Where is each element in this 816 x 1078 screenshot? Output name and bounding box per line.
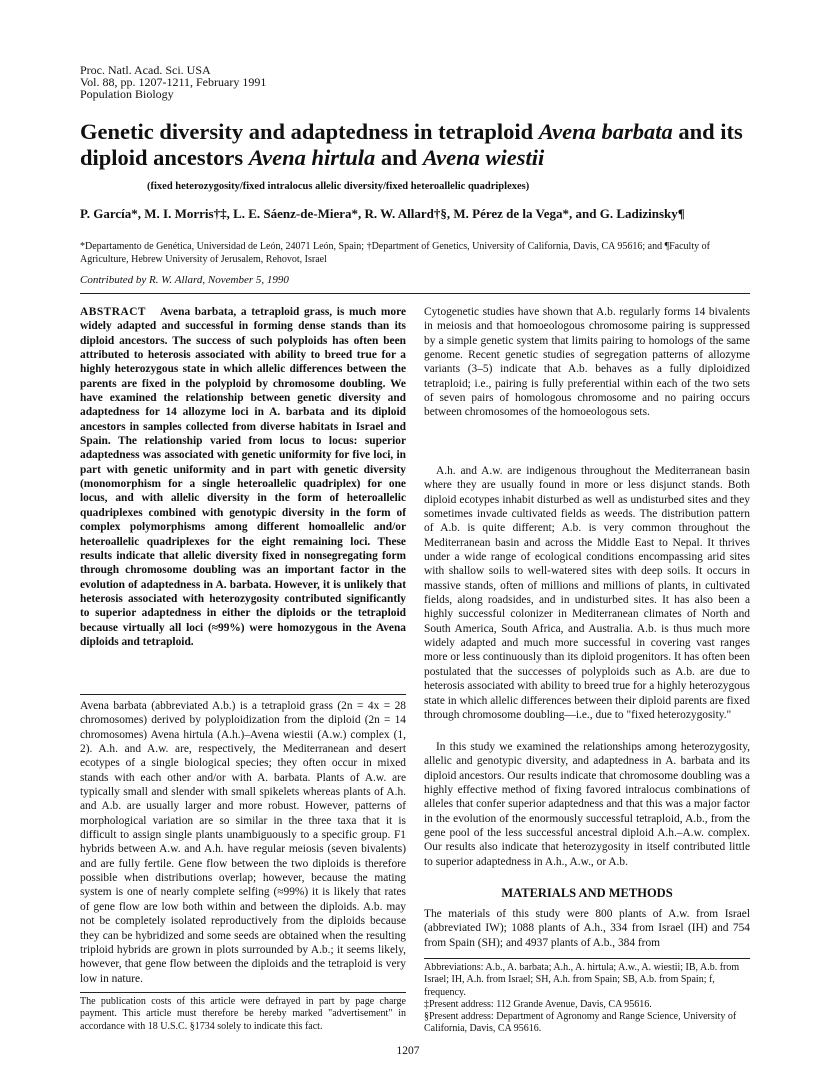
journal-name: Proc. Natl. Acad. Sci. USA (80, 63, 211, 77)
abbreviations-note: Abbreviations: A.b., A. barbata; A.h., A. hirtula; A.w., A. wiestii; IB, A.b. from Israel; IH, A.h. from Israel; SH, A.h. from Spain; SB, A.b. from Spain; f, frequency. (424, 962, 740, 998)
footnotes (424, 962, 750, 1036)
methods-paragraph: The materials of this study were 800 plants of A.w. from Israel (abbreviated IW); 1088 plants of A.h., 334 from Israel (IH) and 754 from Spain (SH); and 4937 plants of A.b., 384 from (424, 908, 750, 949)
authors: P. García*, M. I. Morris†‡, L. E. Sáenz-de-Miera*, R. W. Allard†§, M. Pérez de la Vega*, and G. Ladizinsky¶ (80, 206, 685, 221)
body-paragraph-2: A.h. and A.w. are indigenous throughout the Mediterranean basin where they are usually found in more or less disjunct stands. Both diploid ecotypes inhabit disturbed as well as undisturbed sites and they sometimes invade cultivated fields as weeds. The distribution pattern of A.b. is quite different; A.b. is very common throughout the Mediterranean basin and across the Middle East to Nepal. It thrives under a wide range of ecological conditions encompassing arid sites with shallow soils to well-watered sites with deep soils. It occurs in massive stands, often of millions and millions of plants, in cultivated fields, along roadsides, and in undisturbed sites. It has also been a highly successful colonizer in Mediterranean climates of North and South America, South Africa, and Australia. A.b. is thus much more widely adapted and much more successful in covering vast ranges more or less continuously than its diploid progenitors. It has often been postulated that the successes of polyploids such as A.b. are due to heterosis associated with ability to breed true for a highly heterozygous state in which allelic differences between their diploid parents are fixed through chromosome doubling—i.e., due to "fixed heterozygosity." (424, 465, 750, 721)
journal-volume: Vol. 88, pp. 1207-1211, February 1991 (80, 75, 267, 89)
keywords: (fixed heterozygosity/fixed intralocus allelic diversity/fixed heteroallelic quadriplexes) (147, 181, 530, 192)
header-rule (80, 293, 750, 294)
article-title: Genetic diversity and adaptedness in tetraploid Avena barbata and its diploid ancestors Avena hirtula and Avena wiestii (80, 119, 743, 170)
footnote-rule-left (80, 992, 406, 993)
abstract-text: Avena barbata, a tetraploid grass, is much more widely adapted and successful in forming dense stands than its diploid ancestors. The success of such polyploids has often been attributed to heterosis associated with ability to breed true for a highly heterozygous state in which allelic differences between the parents are fixed in the polyploid by chromosome doubling. We have examined the relationship between genetic diversity and adaptedness for 14 allozyme loci in A. barbata and its diploid ancestors in samples collected from diverse habitats in Israel and Spain. The relationship varied from locus to locus: superior adaptedness was associated with genetic uniformity for five loci, in part with genetic uniformity and in part with genetic diversity (monomorphism for a single heteroallelic quadriplex) for one locus, and with allelic diversity in the form of heteroallelic quadriplexes combined with genotypic diversity in the form of complex polymorphisms among different homoallelic and/or heteroallelic quadriplexes for the eight remaining loci. These results indicate that allelic diversity fixed in nonsegregating form through chromosome doubling was an important factor in the evolution of adaptedness in A. barbata. However, it is unlikely that heterosis associated with heterozygosity contributed significantly to superior adaptedness in either the diploids or the tetraploid because virtually all loci (≈99%) were homozygous in the Avena diploids and tetraploid. (80, 306, 406, 648)
abstract-label: ABSTRACT (80, 306, 147, 318)
present-address-1: ‡Present address: 112 Grande Avenue, Davis, CA 95616. (424, 998, 652, 1010)
journal-section: Population Biology (80, 87, 174, 101)
journal-header (80, 64, 266, 100)
abstract (80, 305, 406, 649)
intro-paragraph: Avena barbata (abbreviated A.b.) is a tetraploid grass (2n = 4x = 28 chromosomes) derived by polyploidization from the diploid (2n = 14 chromosomes) Avena hirtula (A.h.)–Avena wiestii (A.w.) complex (1, 2). A.h. and A.w. are, respectively, the Mediterranean and desert ecotypes of a single biological species; they often occur in mixed stands with each other and/or with A. barbata. Plants of A.w. are typically small and slender with small spikelets whereas plants of A.h. and A.b. are usually larger and more robust. However, patterns of morphological variation are so similar in the three taxa that it is difficult to assign single plants unambiguously to a specific group. F1 hybrids between A.w. and A.h. have regular meiosis (seven bivalents) and are fully fertile. Gene flow between the two diploids is therefore possible when distributions overlap; however, because the mating system is one of nearly complete selfing (≈99%) it is likely that rates of gene flow are low both within and between the diploids. A.b. may not be completely isolated reproductively from the diploids because they can be hybridized and some seeds are obtained when the resulting triploid hybrids are grown in plots surrounded by A.b.; it seems likely, however, that gene flow between the diploids and the tetraploid is very low in nature. (80, 700, 406, 985)
publication-cost-note: The publication costs of this article were defrayed in part by page charge payment. This article must therefore be hereby marked "advertisement" in accordance with 18 U.S.C. §1734 solely to indicate this fact. (80, 996, 406, 1032)
page-number: 1207 (396, 1045, 420, 1057)
footnote-rule-right (424, 958, 750, 959)
present-address-2: §Present address: Department of Agronomy and Range Science, University of California, Davis, CA 95616. (424, 1011, 737, 1035)
section-heading: MATERIALS AND METHODS (501, 886, 673, 900)
affiliations: *Departamento de Genética, Universidad de León, 24071 León, Spain; †Department of Genetics, University of California, Davis, CA 95616; and ¶Faculty of Agriculture, Hebrew University of Jerusalem, Rehovot, Israel (80, 241, 710, 265)
contributed-by: Contributed by R. W. Allard, November 5, 1990 (80, 274, 289, 286)
body-paragraph-3: In this study we examined the relationships among heterozygosity, allelic and genotypic diversity, and adaptedness in A. barbata and its diploid ancestors. Our results indicate that chromosome doubling was a highly effective method of fixing favored intralocus combinations of alleles that confer superior adaptedness and that this was a major factor in the evolution of the enormously successful tetraploid, A.b., from the gene pool of the less successful ancestral diploid A.h.–A.w. complex. Our results also indicate that heterozygosity in itself contributed little to superior adaptedness in A.h., A.w., or A.b. (424, 741, 750, 868)
body-paragraph-1: Cytogenetic studies have shown that A.b. regularly forms 14 bivalents in meiosis and that homoeologous chromosome pairing is suppressed by a simple genetic system that limits pairing to homologs of the same genome. Recent genetic studies of segregation patterns of allozyme variants (3–5) indicate that A.b. behaves as a fully diploidized tetraploid; i.e., pairing is fully preferential within each of the two sets of seven pairs of homologous chromosome and no pairing occurs between chromosomes of the homoeologous sets. (424, 306, 750, 419)
abstract-rule (80, 694, 406, 695)
